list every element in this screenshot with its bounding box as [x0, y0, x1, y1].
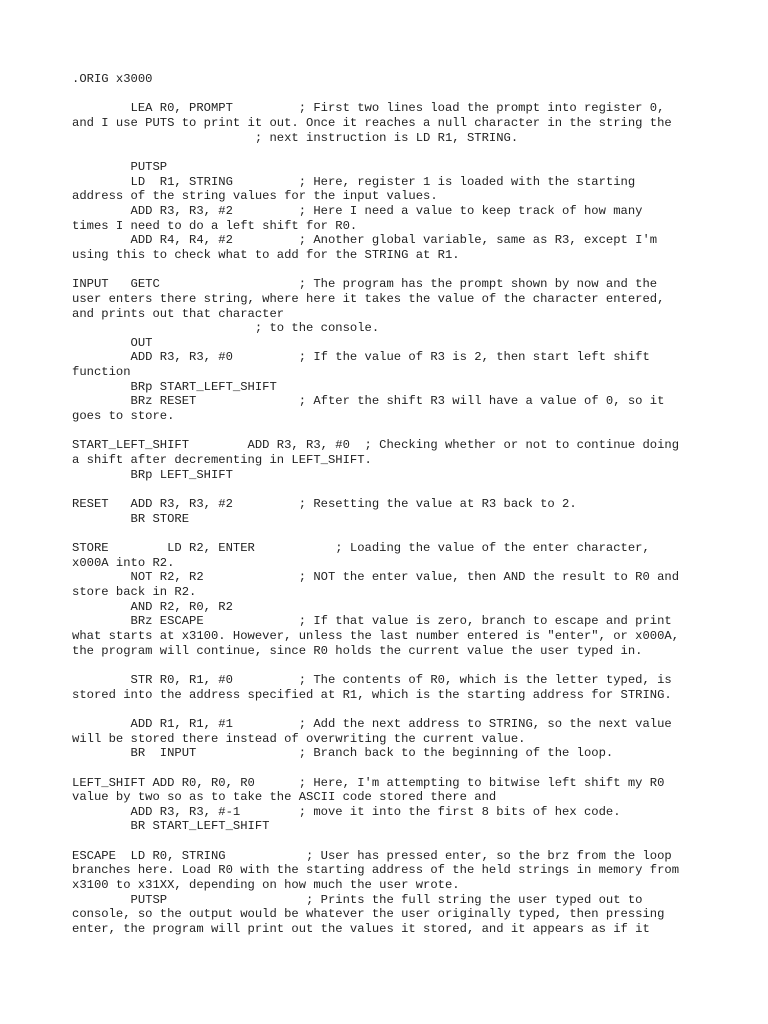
- code-line: will be stored there instead of overwriting the current value.: [72, 731, 526, 746]
- code-line: LEFT_SHIFT ADD R0, R0, R0 ; Here, I'm attempting to bitwise left shift my R0: [72, 775, 665, 790]
- code-line: PUTSP ; Prints the full string the user typed out to: [72, 892, 643, 907]
- code-line: x000A into R2.: [72, 555, 175, 570]
- code-line: console, so the output would be whatever the user originally typed, then pressing: [72, 907, 665, 922]
- code-line: BRz ESCAPE ; If that value is zero, branch to escape and print: [72, 614, 672, 629]
- code-line: ; next instruction is LD R1, STRING.: [72, 130, 519, 145]
- code-line: LEA R0, PROMPT ; First two lines load the prompt into register 0,: [72, 101, 665, 116]
- assembly-code-listing: [72, 72, 712, 937]
- code-line: ADD R3, R3, #2 ; Here I need a value to keep track of how many: [72, 203, 643, 218]
- code-line: times I need to do a left shift for R0.: [72, 218, 358, 233]
- code-line: ADD R1, R1, #1 ; Add the next address to STRING, so the next value: [72, 716, 672, 731]
- code-line: using this to check what to add for the STRING at R1.: [72, 247, 460, 262]
- code-line: OUT: [72, 335, 153, 350]
- code-line: BR STORE: [72, 511, 190, 526]
- code-line: and I use PUTS to print it out. Once it reaches a null character in the string the: [72, 115, 672, 130]
- code-line: NOT R2, R2 ; NOT the enter value, then AND the result to R0 and: [72, 570, 680, 585]
- code-line: store back in R2.: [72, 584, 197, 599]
- code-line: BRz RESET ; After the shift R3 will have a value of 0, so it: [72, 394, 665, 409]
- code-line: what starts at x3100. However, unless the last number entered is "enter", or x000A,: [72, 628, 680, 643]
- code-line: BR INPUT ; Branch back to the beginning of the loop.: [72, 746, 614, 761]
- code-line: PUTSP: [72, 159, 168, 174]
- code-line: .ORIG x3000: [72, 72, 153, 86]
- code-line: BRp LEFT_SHIFT: [72, 467, 233, 482]
- code-line: x3100 to x31XX, depending on how much the user wrote.: [72, 878, 460, 893]
- code-line: branches here. Load R0 with the starting address of the held strings in memory from: [72, 863, 680, 878]
- document-page: [72, 72, 712, 937]
- code-line: ADD R4, R4, #2 ; Another global variable, same as R3, except I'm: [72, 233, 658, 248]
- code-line: BR START_LEFT_SHIFT: [72, 819, 270, 834]
- code-line: START_LEFT_SHIFT ADD R3, R3, #0 ; Checking whether or not to continue doing: [72, 438, 680, 453]
- code-line: RESET ADD R3, R3, #2 ; Resetting the value at R3 back to 2.: [72, 497, 577, 512]
- code-line: ADD R3, R3, #0 ; If the value of R3 is 2, then start left shift: [72, 350, 650, 365]
- code-line: and prints out that character: [72, 306, 285, 321]
- code-line: STORE LD R2, ENTER ; Loading the value of the enter character,: [72, 541, 650, 555]
- code-line: goes to store.: [72, 409, 175, 424]
- code-line: value by two so as to take the ASCII code stored there and: [72, 790, 497, 805]
- code-line: stored into the address specified at R1, which is the starting address for STRING.: [72, 687, 672, 702]
- code-line: ADD R3, R3, #-1 ; move it into the first 8 bits of hex code.: [72, 804, 621, 819]
- code-line: BRp START_LEFT_SHIFT: [72, 379, 277, 394]
- code-line: a shift after decrementing in LEFT_SHIFT.: [72, 453, 372, 468]
- code-line: ESCAPE LD R0, STRING ; User has pressed enter, so the brz from the loop: [72, 848, 672, 863]
- code-line: ; to the console.: [72, 321, 380, 336]
- code-line: enter, the program will print out the values it stored, and it appears as if it: [72, 922, 650, 937]
- code-line: the program will continue, since R0 holds the current value the user typed in.: [72, 643, 643, 658]
- code-line: address of the string values for the input values.: [72, 189, 438, 204]
- code-line: STR R0, R1, #0 ; The contents of R0, which is the letter typed, is: [72, 672, 672, 687]
- code-line: function: [72, 365, 131, 380]
- code-line: AND R2, R0, R2: [72, 599, 233, 614]
- code-line: LD R1, STRING ; Here, register 1 is loaded with the starting: [72, 174, 636, 189]
- code-line: user enters there string, where here it takes the value of the character entered,: [72, 291, 665, 306]
- code-line: INPUT GETC ; The program has the prompt shown by now and the: [72, 277, 658, 292]
